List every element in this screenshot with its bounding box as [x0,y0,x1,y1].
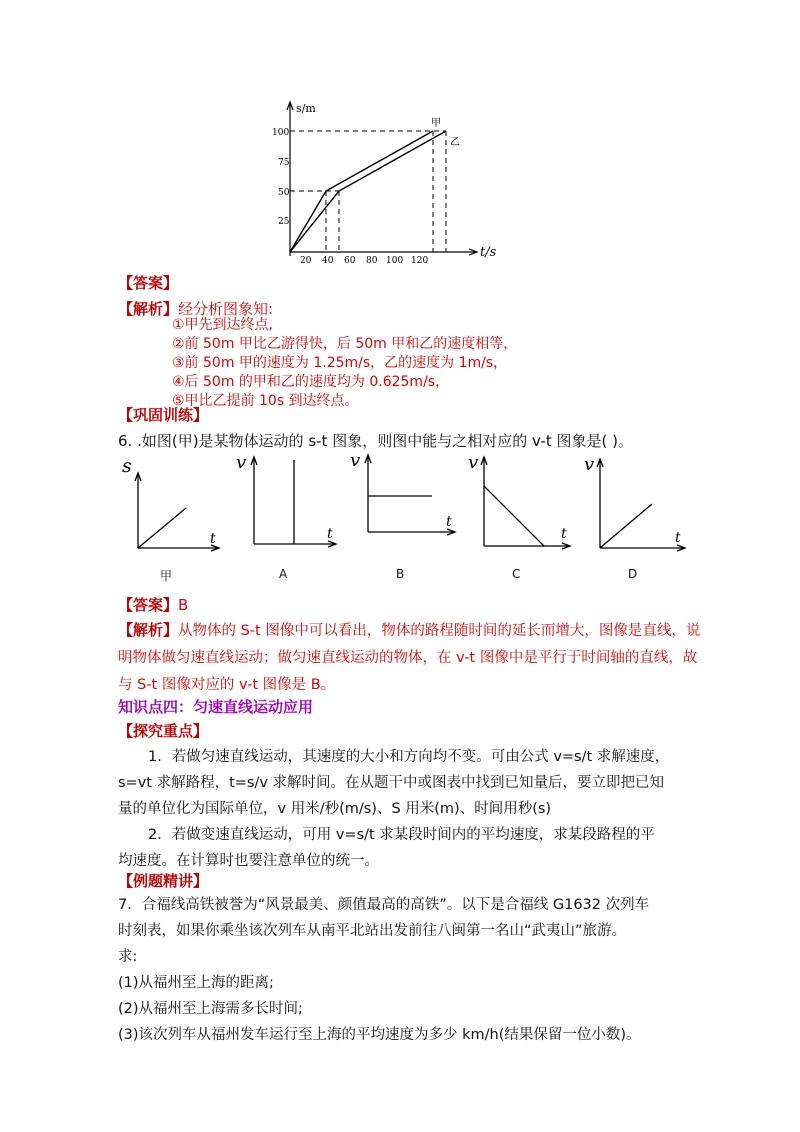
q6-text: 6. .如图(甲)是某物体运动的 s-t 图象，则图中能与之相对应的 v-t 图象是( )。 [118,432,633,450]
y-label: v [584,454,595,475]
q6-graph-b [348,450,463,550]
label-yi: 乙 [450,137,460,148]
q7-line-4: (1)从福州至上海的距离; [118,975,274,991]
q6-caption-b: B [396,567,405,581]
label-jia: 甲 [431,118,441,129]
st-line [138,508,186,548]
analysis-tag-1: 【解析】 [118,300,179,318]
q6-caption-a: A [279,567,288,581]
q6-graph-jia [114,452,224,552]
st-graph-swim [270,96,520,266]
analysis-item-3: ③前 50m 甲的速度为 1.25m/s，乙的速度为 1m/s， [172,355,508,371]
explore-tag: 【探究重点】 [118,722,209,740]
q6-caption-c: C [512,567,521,581]
x-axis-label: t/s [480,245,497,260]
analysis-item-1: ①甲先到达终点, [172,317,274,333]
line-yi [290,131,446,252]
analysis-intro-1: 经分析图象知: [178,300,274,318]
explore-body [118,744,669,874]
explore-line-1: 1．若做匀速直线运动，其速度的大小和方向均不变。可由公式 v=s/t 求解速度， [148,749,670,765]
explore-line-4: 2．若做变速直线运动，可用 v=s/t 求某段时间内的平均速度，求某段路程的平 [148,827,655,843]
x-label: t [210,531,216,547]
x-label: t [327,526,333,542]
x-label: t [446,514,452,530]
x-tick-60: 60 [344,256,356,266]
q7-line-2: 时刻表，如果你乘坐该次列车从南平北站出发前往八闽第一名山“武夷山”旅游。 [118,923,627,939]
y-tick-75: 75 [278,158,290,168]
explore-line-3: 量的单位化为国际单位，v 用米/秒(m/s)、S 用米(m)、时间用秒(s) [118,801,552,817]
analysis-2-line-3: 与 S-t 图像对应的 v-t 图像是 B。 [118,677,336,693]
y-label: s [122,455,132,477]
answer-tag-1: 【答案】 [118,274,179,292]
x-tick-80: 80 [366,256,378,266]
y-label: v [236,452,247,473]
y-axis-label: s/m [296,102,316,115]
y-tick-25: 25 [278,217,290,227]
x-tick-100: 100 [386,256,404,266]
decreasing-line [484,486,544,546]
q6-caption-jia: 甲 [160,569,173,583]
y-label: v [350,450,361,471]
x-tick-40: 40 [322,256,334,266]
analysis-tag-2: 【解析】 [118,621,179,639]
example-tag: 【例题精讲】 [118,872,209,890]
x-tick-120: 120 [411,256,429,266]
analysis-2-line-1: 从物体的 S-t 图像中可以看出，物体的路程随时间的延长而增大，图像是直线，说 [178,623,701,639]
explore-line-2: s=vt 求解路程，t=s/v 求解时间。在从题干中或图表中找到已知量后，要立即把已知 [118,775,665,791]
y-tick-50: 50 [278,188,290,198]
analysis-item-2: ②前 50m 甲比乙游得快，后 50m 甲和乙的速度相等， [172,336,518,352]
x-label: t [675,530,681,546]
q6-graph-a [232,452,342,552]
x-tick-20: 20 [300,256,312,266]
answer-tag-2: 【答案】 [118,596,179,614]
increasing-line [600,504,652,548]
analysis-2-line-2: 明物体做匀速直线运动；做匀速直线运动的物体，在 v-t 图像中是平行于时间轴的直线，故 [118,650,698,666]
q7-line-1: 7．合福线高铁被誉为“风景最美、颜值最高的高铁”。以下是合福线 G1632 次列车 [118,897,650,913]
analysis-list-1 [172,316,517,411]
q6-caption-d: D [628,567,638,581]
analysis-2 [118,617,700,699]
x-label: t [561,526,567,542]
q6-graph-d [578,452,693,552]
q7-body [118,892,649,1048]
analysis-item-4: ④后 50m 的甲和乙的速度均为 0.625m/s， [172,374,450,390]
explore-line-5: 均速度。在计算时也要注意单位的统一。 [118,853,379,869]
y-label: v [468,452,479,473]
y-tick-100: 100 [272,128,290,138]
q6-graph-c [462,452,577,552]
q7-line-6: (3)该次列车从福州发车运行至上海的平均速度为多少 km/h(结果保留一位小数)。 [118,1027,641,1043]
section4-title: 知识点四：匀速直线运动应用 [118,698,314,716]
q7-line-5: (2)从福州至上海需多长时间; [118,1001,303,1017]
consolidate-tag: 【巩固训练】 [118,406,209,424]
answer-value-2: B [178,596,189,614]
analysis-item-5: ⑤甲比乙提前 10s 到达终点。 [172,393,359,409]
q7-line-3: 求: [118,949,138,965]
